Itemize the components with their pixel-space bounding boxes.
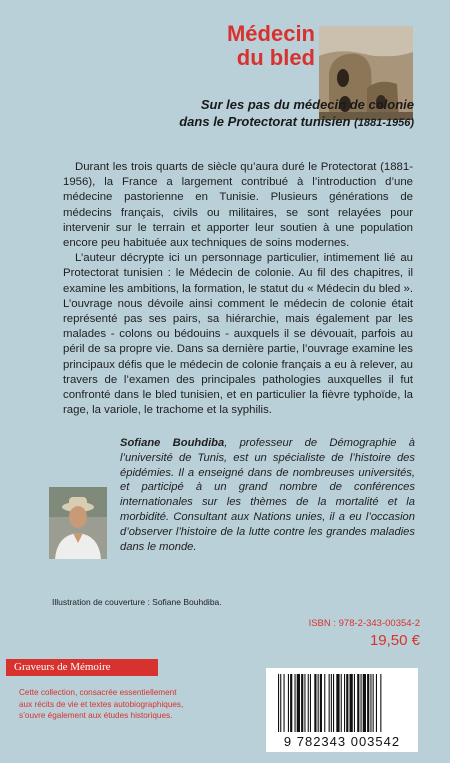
author-bio-text: , professeur de Démographie à l’université de Tunis, est un spécialiste de l’histoire des épidémies. Il a enseigné dans de nombreuses universités, et participé à un grand nombre de conférences internationales sur les thèmes de la mortalité et la morbidité. Consultant aux Nations unies, il a eu l’occasion d’observer l’histoire de la lutte contre les grandes maladies dans le monde. (120, 437, 415, 553)
subtitle-line2: dans le Protectorat tunisien (179, 114, 351, 129)
author-bio (120, 436, 415, 554)
author-name: Sofiane Bouhdiba (120, 437, 225, 449)
price: 19,50 € (369, 632, 420, 649)
barcode-bar (329, 674, 330, 732)
barcode-bar (318, 674, 319, 732)
barcode-bar (380, 674, 381, 732)
barcode-bar (324, 674, 325, 732)
barcode-bar (278, 674, 279, 732)
barcode-bar (346, 674, 348, 732)
book-title-line2: du bled (236, 45, 315, 70)
barcode-bar (344, 674, 345, 732)
barcode-bar (310, 674, 311, 732)
blurb-paragraph-1: Durant les trois quarts de siècle qu’aura duré le Protectorat (1881-1956), la France a largement contribué à l’introduction d’une médecine pastorienne en Tunisie. Plusieurs générations de médecins français, civils ou militaires, se sont relayées pour intervenir sur le terrain et apporter leur soutien à une population encore peu habituée aux techniques de soins modernes. (63, 161, 413, 250)
subtitle-years: (1881-1956) (354, 117, 414, 129)
barcode-bar (331, 674, 332, 732)
collection-name-band (6, 659, 158, 676)
collection-name: Graveurs de Mémoire (14, 661, 111, 673)
barcode-bar (290, 674, 292, 732)
blurb-paragraph-2: L’auteur décrypte ici un personnage particulier, intimement lié au Protectorat tunisien : le Médecin de colonie. Au fil des chapitres, il examine les ambitions, la formation, le statut du « Médecin du bled ». L’ouvrage nous dévoile ainsi comment le médecin de colonie était représenté pas ses pairs, sa hiérarchie, mais également par les malades - colons ou bédouins - auxquels il se dévouait, parfois au péril de sa propre vie. Dans sa dernière partie, l’ouvrage examine les principaux défis que le médecin de colonie français a eu à relever, au travers de l’examen des principales pathologies auxquelles il fut confronté dans le bled tunisien, et en particulier la fièvre typhoïde, la rage, la variole, le trachome et la syphilis. (63, 252, 413, 417)
barcode-bar (363, 674, 366, 732)
barcode-bar (320, 674, 322, 732)
barcode-bar (295, 674, 296, 732)
barcode-bar (333, 674, 334, 732)
barcode-bar (301, 674, 303, 732)
barcode-bar (341, 674, 342, 732)
barcode-bar (354, 674, 355, 732)
illustration-credit: Illustration de couverture : Sofiane Bouhdiba. (52, 597, 222, 607)
barcode-bar (370, 674, 371, 732)
barcode-bars (266, 668, 418, 734)
barcode (266, 668, 418, 752)
barcode-bar (336, 674, 339, 732)
collection-description: Cette collection, consacrée essentiellement aux récits de vie et textes autobiographiques, s’ouvre également aux études historiques. (19, 688, 184, 720)
book-subtitle (60, 96, 414, 132)
book-title-line1: Médecin (226, 21, 315, 46)
barcode-bar (357, 674, 359, 732)
book-title (227, 22, 315, 70)
subtitle-line1: Sur les pas du médecin de colonie (200, 97, 414, 112)
barcode-bar (373, 674, 374, 732)
author-photo (49, 487, 107, 559)
blurb (63, 160, 413, 418)
barcode-bar (304, 674, 305, 732)
barcode-bar (308, 674, 309, 732)
barcode-bar (297, 674, 300, 732)
barcode-bar (280, 674, 281, 732)
author-portrait (49, 487, 107, 559)
barcode-bar (367, 674, 369, 732)
barcode-bar (284, 674, 285, 732)
barcode-digits: 9 782343 003542 (283, 734, 401, 749)
barcode-bar (376, 674, 377, 732)
barcode-bar (288, 674, 289, 732)
isbn: ISBN : 978-2-343-00354-2 (308, 618, 420, 629)
barcode-bar (314, 674, 316, 732)
barcode-bar (361, 674, 362, 732)
barcode-bar (350, 674, 353, 732)
